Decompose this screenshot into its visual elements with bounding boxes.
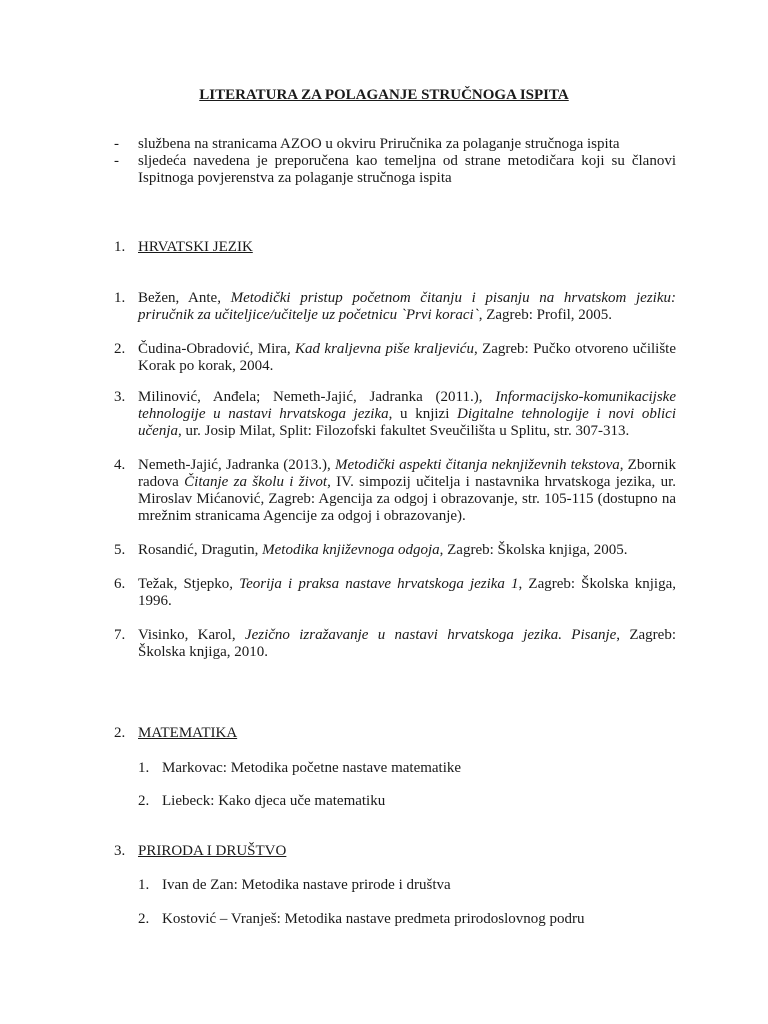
ref-connector: , u knjizi (388, 406, 458, 422)
reference-item (138, 760, 461, 777)
reference-text (138, 576, 676, 610)
ref-author: Nemeth-Jajić, Jadranka (2013.), (138, 457, 335, 473)
reference-text: Kostović – Vranješ: Metodika nastave predmeta prirodoslovnog podru (162, 911, 585, 927)
ref-publisher: , Zagreb: Pučko otvoreno učilište Korak po korak, 2004. (138, 341, 676, 374)
ref-title: Metodički pristup početnom čitanju i pisanju na hrvatskom jeziku: priručnik za učiteljice/učitelje uz početnicu `Prvi koraci` (138, 290, 676, 323)
reference-number: 3. (114, 389, 126, 405)
reference-number: 7. (114, 627, 126, 643)
reference-item (138, 877, 451, 894)
dash: - (114, 136, 119, 152)
ref-publisher: , Zagreb: Školska knjiga, 2005. (439, 542, 628, 558)
ref-publisher: , Zagreb: Profil, 2005. (478, 307, 613, 323)
intro-list (114, 136, 676, 187)
section-title: PRIRODA I DRUŠTVO (138, 843, 287, 859)
ref-author: Milinović, Anđela; Nemeth-Jajić, Jadranka (2011.), (138, 389, 496, 405)
reference-text: Liebeck: Kako djeca uče matematiku (162, 793, 386, 809)
ref-title: Teorija i praksa nastave hrvatskoga jezika 1 (239, 576, 519, 592)
intro-text: službena na stranicama AZOO u okviru Priručnika za polaganje stručnoga ispita (138, 136, 620, 152)
reference-text (138, 389, 676, 440)
intro-item (114, 153, 676, 187)
reference-number: 6. (114, 576, 126, 592)
intro-text: sljedeća navedena je preporučena kao temeljna od strane metodičara koji su članovi Ispitnoga povjerenstva za polaganje stručnoga ispita (138, 153, 676, 186)
ref-author: Visinko, Karol, (138, 627, 245, 643)
section-heading-hrvatski (114, 239, 253, 256)
ref-book-title: Čitanje za školu i život (184, 474, 328, 490)
section-heading-matematika (114, 725, 237, 742)
ref-connector: , Zbornik radova (138, 457, 677, 490)
reference-item (114, 290, 676, 324)
reference-text (138, 627, 676, 661)
dash: - (114, 153, 119, 169)
ref-publisher: , Zagreb: Školska knjiga, 2010. (138, 627, 677, 660)
reference-item (138, 911, 584, 928)
ref-title: Jezično izražavanje u nastavi hrvatskoga jezika. Pisanje (244, 627, 617, 643)
reference-number: 1. (138, 760, 150, 776)
ref-publisher: , ur. Josip Milat, Split: Filozofski fakultet Sveučilišta u Splitu, str. 307-313. (177, 423, 630, 439)
reference-text: Markovac: Metodika početne nastave matematike (162, 760, 462, 776)
ref-author: Težak, Stjepko, (138, 576, 240, 592)
reference-text: Ivan de Zan: Metodika nastave prirode i društva (162, 877, 451, 893)
reference-item (114, 576, 676, 610)
ref-book-title: Digitalne tehnologije i novi oblici učenja (138, 406, 676, 439)
reference-text (138, 290, 676, 324)
reference-item (114, 627, 676, 661)
reference-number: 2. (114, 341, 126, 357)
section-title: HRVATSKI JEZIK (138, 239, 253, 255)
section-number: 3. (114, 843, 126, 859)
ref-title: Metodika književnoga odgoja (262, 542, 440, 558)
ref-author: Bežen, Ante, (138, 290, 231, 306)
ref-title: Kad kraljevna piše kraljeviću (295, 341, 474, 357)
reference-number: 4. (114, 457, 126, 473)
ref-author: Rosandić, Dragutin, (138, 542, 263, 558)
reference-number: 1. (138, 877, 150, 893)
ref-title: Informacijsko-komunikacijske tehnologije u nastavi hrvatskoga jezika (138, 389, 676, 422)
reference-item (138, 793, 385, 810)
reference-number: 5. (114, 542, 126, 558)
reference-number: 1. (114, 290, 126, 306)
section-title: MATEMATIKA (138, 725, 238, 741)
intro-item (114, 136, 676, 153)
reference-item (114, 542, 676, 559)
ref-title: Metodički aspekti čitanja neknjiževnih tekstova (334, 457, 620, 473)
reference-text (138, 341, 676, 375)
reference-item (114, 389, 676, 440)
ref-publisher: , Zagreb: Školska knjiga, 1996. (138, 576, 677, 609)
ref-publisher: , IV. simpozij učitelja i nastavnika hrvatskoga jezika, ur. Miroslav Mićanović, Zagreb: Agencija za odgoj i obrazovanje, str. 105-115 (dostupno na mrežnim stranicama Agencije za odgoj i obrazovanje). (138, 474, 677, 524)
section-number: 2. (114, 725, 126, 741)
reference-number: 2. (138, 793, 150, 809)
section-number: 1. (114, 239, 126, 255)
reference-number: 2. (138, 911, 150, 927)
reference-item (114, 457, 676, 525)
document-title: LITERATURA ZA POLAGANJE STRUČNOGA ISPITA (199, 87, 569, 103)
section-heading-priroda (114, 843, 286, 860)
ref-author: Čudina-Obradović, Mira, (138, 341, 296, 357)
reference-text (138, 457, 676, 525)
reference-item (114, 341, 676, 375)
reference-text (138, 542, 676, 559)
